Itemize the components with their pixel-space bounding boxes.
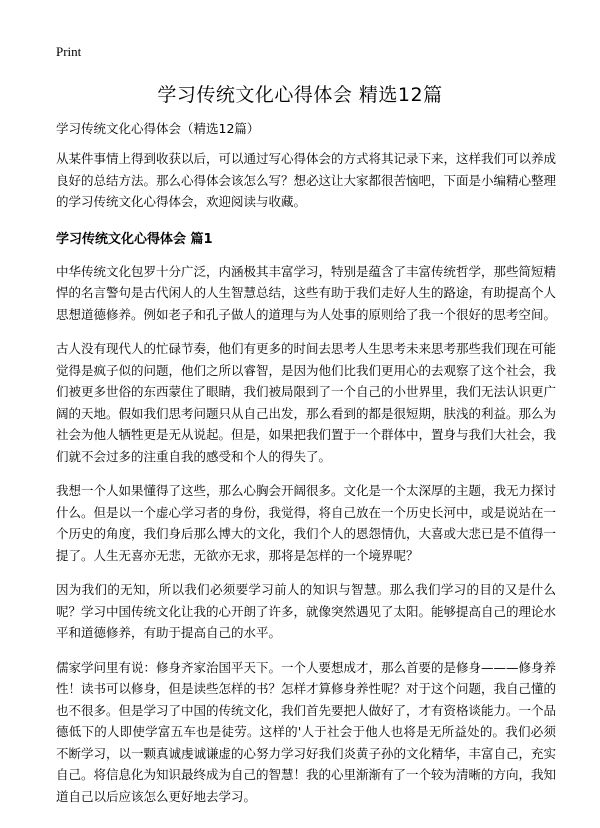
intro-paragraph: 从某件事情上得到收获以后，可以通过写心得体会的方式将其记录下来，这样我们可以养成良好的总结方法。那么心得体会该怎么写？想必这让大家都很苦恼吧，下面是小编精心整理的学习传统文化心得体会，欢迎阅读与收藏。 [56, 151, 557, 209]
page-title: 学习传统文化心得体会 精选12篇 [157, 84, 443, 106]
body-paragraph: 古人没有现代人的忙碌节奏，他们有更多的时间去思考人生思考未来思考那些我们现在可能觉得是疯子似的问题，他们之所以睿智，是因为他们比我们更用心的去观察了这个社会，我们被更多世俗的东西蒙住了眼睛，我们被局限到了一个自己的小世界里，我们无法认识更广阔的天地。假如我们思考问题只从自己出发，那么看到的都是很短期，肤浅的利益。那么为社会为他人牺牲更是无从说起。但是，如果把我们置于一个群体中，置身与我们大社会，我们就不会过多的注重自我的感受和个人的得失了。 [56, 341, 557, 464]
body-paragraph: 中华传统文化包罗十分广泛，内涵极其丰富学习，特别是蕴含了丰富传统哲学，那些简短精悍的名言警句是古代闲人的人生智慧总结，这些有助于我们走好人生的路途，有助提高个人思想道德修养。例如老子和孔子做人的道理与为人处事的原则给了我一个很好的思考空间。 [56, 263, 557, 322]
section-heading: 学习传统文化心得体会 篇1 [56, 231, 213, 247]
body-paragraph: 我想一个人如果懂得了这些，那么心胸会开阔很多。文化是一个太深厚的主题，我无力探讨什么。但是以一个虚心学习者的身份，我觉得，将自己放在一个历史长河中，或是说站在一个历史的角度，我们身后那么博大的文化，我们个人的恩怨情仇，大喜或大悲已是不值得一提了。人生无喜亦无悲，无欲亦无求，那将是怎样的一个境界呢？ [56, 483, 557, 563]
document-content [56, 148, 556, 820]
body-paragraph: 因为我们的无知，所以我们必须要学习前人的知识与智慧。那么我们学习的目的又是什么呢？学习中国传统文化让我的心开朗了许多，就像突然遇见了太阳。能够提高自己的理论水平和道德修养，有助于提高自己的水平。 [56, 582, 557, 640]
body-paragraph: 儒家学问里有说：修身齐家治国平天下。一个人要想成才，那么首要的是修身———修身养性！读书可以修身，但是读些怎样的书？怎样才算修身养性呢？对于这个问题，我自己懂的也不很多。但是学习了中国的传统文化，我们首先要把人做好了，才有资格谈能力。一个品德低下的人即使学富五车也是徒劳。这样的'人于社会于他人也将是无所益处的。我们必须不断学习，以一颗真诚虔诚谦虚的心努力学习好我们炎黄子孙的文化精华，丰富自己，充实自己。将信息化为知识最终成为自己的智慧！我的心里渐渐有了一个较为清晰的方向，我知道自己以后应该怎么更好地去学习。 [56, 659, 557, 804]
print-link[interactable]: Print [56, 44, 82, 59]
document-subtitle: 学习传统文化心得体会（精选12篇） [56, 121, 260, 136]
